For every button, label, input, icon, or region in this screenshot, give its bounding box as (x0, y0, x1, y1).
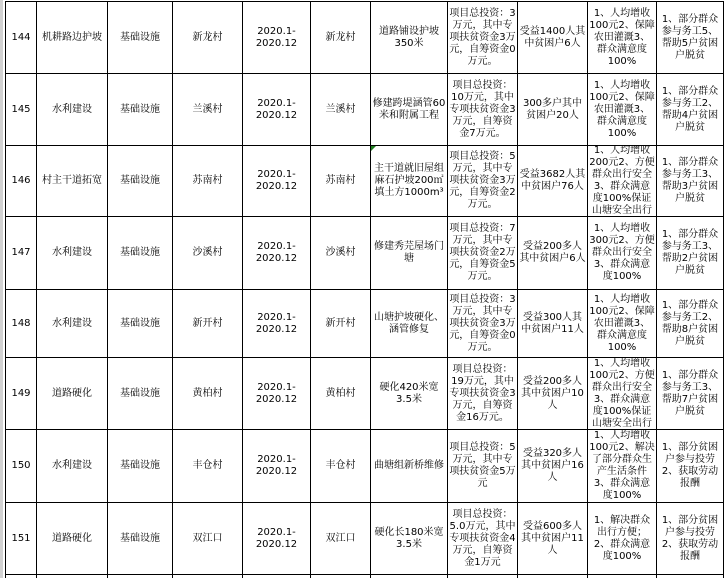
project-name: 村主干道拓宽 (42, 175, 102, 186)
participation-note: 1、部分群众参与务工3、帮助3户贫困户脱贫 (661, 157, 719, 204)
expected-effect: 1、人均增收100元2、保障农田灌溉3、群众满意度100% (589, 79, 655, 139)
construction-content: 曲塘组新桥维修 (374, 460, 444, 471)
time-range: 2020.1-2020.12 (255, 311, 298, 335)
investment-detail: 项目总投资：19万元，其中专项扶贫资金3万元，自筹资金16万元。 (449, 363, 516, 423)
row-number: 149 (11, 387, 31, 399)
expected-effect: 1、人均增收200元2、方便群众出行安全3、群众满意度100%保证山塘安全出行 (589, 146, 655, 216)
beneficiaries: 受益3682人其中贫困户76人 (519, 169, 586, 192)
beneficiaries-cell[interactable] (518, 146, 588, 217)
beneficiaries: 受益1400人其中贫困户6人 (519, 25, 586, 49)
investment-detail: 项目总投资：5.0万元，其中专项扶贫资金4万元，自筹资金1万元 (449, 508, 516, 568)
time-range-cell[interactable] (243, 430, 311, 503)
construction-content: 硬化长180米宽3.5米 (374, 526, 444, 550)
project-name: 水利建设 (52, 317, 92, 329)
project-category: 基础设施 (120, 317, 160, 329)
time-range-cell[interactable] (243, 2, 311, 74)
construction-content: 修建秀芫屋场门塘 (374, 241, 444, 264)
project-category: 基础设施 (120, 103, 160, 115)
project-category-cell[interactable] (108, 430, 173, 503)
expected-effect-cell[interactable] (588, 290, 657, 358)
participation-note-cell[interactable] (657, 430, 724, 503)
project-category: 基础设施 (120, 387, 160, 399)
time-range: 2020.1-2020.12 (255, 381, 298, 405)
row-number-cell[interactable] (6, 503, 37, 575)
project-category: 基础设施 (120, 532, 160, 544)
implementation-site: 新开村 (325, 317, 356, 329)
beneficiaries: 受益320多人其中贫困户16人 (521, 448, 584, 483)
participation-note: 1、部分群众参与务工2、帮助4户贫困户脱贫 (661, 85, 719, 133)
project-category: 基础设施 (120, 175, 160, 186)
participation-note-cell[interactable] (657, 146, 724, 217)
row-number: 144 (11, 31, 31, 43)
time-range-cell[interactable] (243, 74, 311, 146)
responsible-village-cell[interactable] (173, 146, 243, 217)
participation-note: 1、部分群众参与务工5、帮助5户贫困户脱贫 (661, 13, 719, 61)
investment-detail-cell[interactable] (448, 503, 518, 575)
participation-note-cell[interactable] (657, 217, 724, 290)
responsible-village: 兰溪村 (192, 103, 223, 115)
implementation-site-cell[interactable] (311, 503, 371, 575)
project-name-cell[interactable] (37, 74, 108, 146)
implementation-site: 兰溪村 (325, 103, 356, 115)
project-name-cell[interactable] (37, 2, 108, 74)
expected-effect-cell[interactable] (588, 217, 657, 290)
time-range: 2020.1-2020.12 (255, 169, 298, 192)
project-name: 水利建设 (52, 460, 92, 471)
row-number: 150 (11, 460, 31, 471)
implementation-site: 丰仓村 (325, 460, 356, 471)
implementation-site: 沙溪村 (325, 247, 356, 258)
participation-note: 1、部分贫困户参与投劳2、获取劳动报酬 (661, 514, 719, 562)
expected-effect: 1、人均增收100元2、解决了部分群众生产生活条件3、群众满意度100% (589, 430, 655, 501)
responsible-village-cell[interactable] (173, 2, 243, 74)
expected-effect-cell[interactable] (588, 358, 657, 430)
time-range-cell[interactable] (243, 358, 311, 430)
construction-content-cell[interactable] (371, 217, 448, 290)
responsible-village-cell[interactable] (173, 430, 243, 503)
time-range: 2020.1-2020.12 (255, 454, 298, 477)
responsible-village: 黄柏村 (192, 387, 223, 399)
excel-error-triangle-icon (371, 146, 376, 151)
construction-content: 硬化420米宽3.5米 (379, 381, 439, 405)
row-number-cell[interactable] (6, 2, 37, 74)
participation-note: 1、部分群众参与务工3、帮助7户贫困户脱贫 (661, 369, 719, 417)
construction-content-cell[interactable] (371, 146, 448, 217)
project-category-cell[interactable] (108, 74, 173, 146)
beneficiaries-cell[interactable] (518, 2, 588, 74)
investment-detail-cell[interactable] (448, 74, 518, 146)
beneficiaries-cell[interactable] (518, 74, 588, 146)
beneficiaries: 受益200多人其中贫困户6人 (519, 241, 586, 264)
row-number: 147 (11, 247, 31, 258)
implementation-site-cell[interactable] (311, 358, 371, 430)
project-name-cell[interactable] (37, 290, 108, 358)
beneficiaries: 受益600多人其中贫困户11人 (521, 520, 584, 556)
implementation-site: 新龙村 (325, 31, 356, 43)
expected-effect: 1、人均增收100元2、保障农田灌溉3、群众满意度100% (589, 7, 655, 67)
responsible-village-cell[interactable] (173, 358, 243, 430)
row-number-cell[interactable] (6, 430, 37, 503)
project-name: 机耕路边护坡 (42, 31, 102, 43)
time-range-cell[interactable] (243, 146, 311, 217)
construction-content-cell[interactable] (371, 430, 448, 503)
construction-content-cell[interactable] (371, 2, 448, 74)
investment-detail: 项目总投资：3万元，其中专项扶贫资金3万元，自筹资金0万元。 (449, 293, 516, 353)
project-name-cell[interactable] (37, 217, 108, 290)
project-name-cell[interactable] (37, 358, 108, 430)
beneficiaries: 300多户其中贫困户20人 (522, 97, 583, 121)
responsible-village: 苏南村 (192, 175, 223, 186)
participation-note: 1、部分群众参与务工2、帮助8户贫困户脱贫 (661, 299, 719, 347)
row-number: 146 (11, 175, 31, 186)
responsible-village: 新开村 (192, 317, 223, 329)
implementation-site-cell[interactable] (311, 146, 371, 217)
investment-detail: 项目总投资：5万元，其中专项扶贫资金3万元，自筹资金2万元。 (449, 151, 516, 210)
beneficiaries-cell[interactable] (518, 290, 588, 358)
participation-note-cell[interactable] (657, 503, 724, 575)
investment-detail: 项目总投资：5万元，其中专项扶贫资金5万元 (449, 442, 516, 489)
responsible-village-cell[interactable] (173, 217, 243, 290)
project-name-cell[interactable] (37, 430, 108, 503)
implementation-site-cell[interactable] (311, 290, 371, 358)
construction-content: 山塘护坡硬化、涵管修复 (374, 311, 444, 335)
implementation-site: 黄柏村 (325, 387, 356, 399)
construction-content-cell[interactable] (371, 358, 448, 430)
investment-detail-cell[interactable] (448, 146, 518, 217)
project-category-cell[interactable] (108, 358, 173, 430)
responsible-village: 丰仓村 (192, 460, 223, 471)
project-name: 道路硬化 (52, 387, 92, 399)
implementation-site-cell[interactable] (311, 430, 371, 503)
project-category: 基础设施 (120, 31, 160, 43)
poverty-alleviation-projects-table[interactable] (5, 1, 724, 578)
project-name-cell[interactable] (37, 503, 108, 575)
row-number-cell[interactable] (6, 217, 37, 290)
project-category-cell[interactable] (108, 2, 173, 74)
beneficiaries: 受益200多人其中贫困户10人 (521, 375, 584, 411)
investment-detail-cell[interactable] (448, 217, 518, 290)
expected-effect-cell[interactable] (588, 74, 657, 146)
participation-note-cell[interactable] (657, 74, 724, 146)
expected-effect-cell[interactable] (588, 146, 657, 217)
responsible-village: 双江口 (192, 532, 223, 544)
expected-effect: 1、解决群众出行方便；2、群众满意度100% (593, 514, 651, 562)
construction-content: 主干道就旧屋组麻石护坡200㎡填土方1000m³ (374, 163, 444, 198)
implementation-site: 双江口 (325, 532, 356, 544)
construction-content-cell[interactable] (371, 290, 448, 358)
implementation-site: 苏南村 (325, 175, 356, 186)
project-name: 水利建设 (52, 247, 92, 258)
expected-effect-cell[interactable] (588, 2, 657, 74)
expected-effect: 1、人均增收300元2、方便群众出行安全3、群众满意度100% (589, 223, 655, 282)
beneficiaries-cell[interactable] (518, 358, 588, 430)
responsible-village: 沙溪村 (192, 247, 223, 258)
row-number: 148 (11, 317, 31, 329)
expected-effect: 1、人均增收100元2、方便群众出行安全3、群众满意度100%保证山塘安全出行 (589, 358, 655, 429)
participation-note: 1、部分贫困户参与投劳2、获取劳动报酬 (661, 442, 719, 489)
row-number: 151 (11, 532, 31, 544)
investment-detail-cell[interactable] (448, 2, 518, 74)
project-category-cell[interactable] (108, 217, 173, 290)
time-range-cell[interactable] (243, 217, 311, 290)
investment-detail-cell[interactable] (448, 430, 518, 503)
row-number-cell[interactable] (6, 146, 37, 217)
window-left-edge (0, 0, 3, 578)
construction-content-cell[interactable] (371, 503, 448, 575)
responsible-village: 新龙村 (192, 31, 223, 43)
expected-effect-cell[interactable] (588, 430, 657, 503)
construction-content: 修建跨堤涵管60米和附属工程 (372, 97, 446, 121)
participation-note: 1、部分群众参与务工3、帮助2户贫困户脱贫 (661, 229, 719, 276)
investment-detail: 项目总投资：10万元，其中专项扶贫资金3万元，自筹资金7万元。 (449, 79, 516, 139)
time-range-cell[interactable] (243, 290, 311, 358)
investment-detail-cell[interactable] (448, 358, 518, 430)
time-range: 2020.1-2020.12 (255, 97, 298, 121)
expected-effect-cell[interactable] (588, 503, 657, 575)
participation-note-cell[interactable] (657, 358, 724, 430)
construction-content: 道路铺设护坡350米 (379, 25, 439, 49)
time-range: 2020.1-2020.12 (255, 25, 298, 49)
time-range-cell[interactable] (243, 503, 311, 575)
project-name-cell[interactable] (37, 146, 108, 217)
expected-effect: 1、人均增收100元2、保障农田灌溉3、群众满意度100% (589, 293, 655, 353)
project-name: 水利建设 (52, 103, 92, 115)
row-number: 145 (11, 103, 31, 115)
row-number-cell[interactable] (6, 290, 37, 358)
participation-note-cell[interactable] (657, 290, 724, 358)
beneficiaries-cell[interactable] (518, 503, 588, 575)
time-range: 2020.1-2020.12 (255, 241, 298, 264)
project-category: 基础设施 (120, 247, 160, 258)
responsible-village-cell[interactable] (173, 74, 243, 146)
beneficiaries-cell[interactable] (518, 217, 588, 290)
time-range: 2020.1-2020.12 (255, 526, 298, 550)
project-category-cell[interactable] (108, 290, 173, 358)
implementation-site-cell[interactable] (311, 2, 371, 74)
project-category-cell[interactable] (108, 146, 173, 217)
beneficiaries: 受益300人其中贫困户11人 (521, 311, 584, 335)
construction-content-cell[interactable] (371, 74, 448, 146)
project-name: 道路硬化 (52, 532, 92, 544)
implementation-site-cell[interactable] (311, 74, 371, 146)
beneficiaries-cell[interactable] (518, 430, 588, 503)
investment-detail: 项目总投资：3万元，其中专项扶贫资金3万元，自筹资金0万元。 (449, 7, 516, 67)
responsible-village-cell[interactable] (173, 503, 243, 575)
responsible-village-cell[interactable] (173, 290, 243, 358)
project-category: 基础设施 (120, 460, 160, 471)
investment-detail: 项目总投资：7万元，其中专项扶贫资金2万元，自筹资金5万元。 (449, 223, 516, 282)
row-number-cell[interactable] (6, 358, 37, 430)
implementation-site-cell[interactable] (311, 217, 371, 290)
investment-detail-cell[interactable] (448, 290, 518, 358)
participation-note-cell[interactable] (657, 2, 724, 74)
row-number-cell[interactable] (6, 74, 37, 146)
project-category-cell[interactable] (108, 503, 173, 575)
